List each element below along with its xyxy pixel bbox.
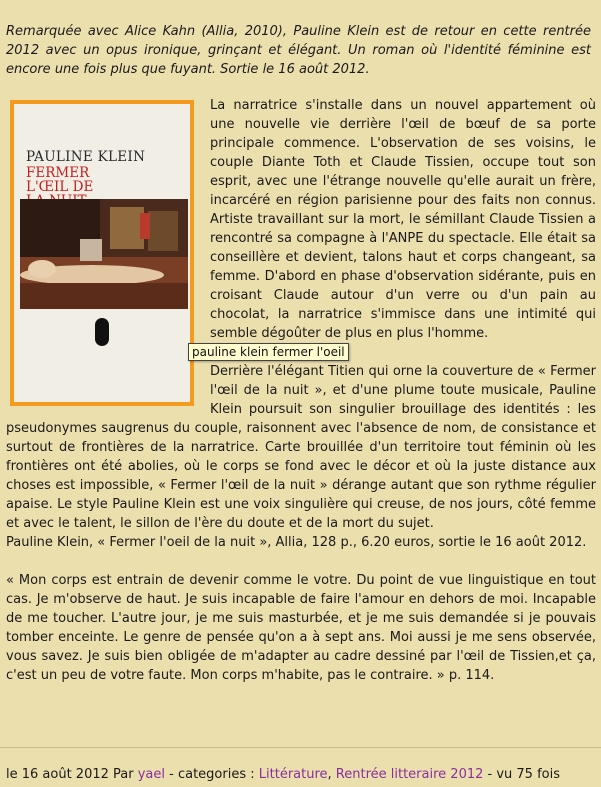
cover-title: FERMER L'ŒIL DE (26, 165, 94, 195)
author-link[interactable]: yael (137, 767, 166, 782)
category-link-litterature[interactable]: Littérature (258, 767, 328, 782)
image-tooltip: pauline klein fermer l'oeil (188, 343, 349, 361)
category-link-rentree[interactable]: Rentrée litteraire 2012 (335, 767, 484, 782)
footer-separator: , (327, 767, 336, 782)
cover-author: PAULINE KLEIN (26, 149, 146, 165)
footer-divider (0, 747, 601, 748)
cover-painting (20, 199, 188, 309)
paragraph-1: La narratrice s'installe dans un nouvel appartement où une nouvelle vie derrière l'œil de bœuf de sa porte principale commence. L'observation de ses voisins, le couple Diante Toth et Claude Tissien, occupe tout son esprit, avec une l'étrange nouvelle qu'elle aurait un frère, incarcéré en région parisienne pour des faits non connus. Artiste travaillant sur la mort, le sémillant Claude Tissien a rencontré sa compagne à l'ANPE du spectacle. Elle était sa conseillère et devient, talons haut et corps changeant, sa femme. D'abord en phase d'observation sidérante, puis en croisant Claude autour d'un verre ou d'un pain au chocolat, la narratrice s'immisce dans une intimité qui semble dégoûter de plus en plus l'homme. (210, 98, 596, 341)
footer-date: le 16 août 2012 Par (6, 767, 138, 782)
intro-text: Remarquée avec Alice Kahn (Allia, 2010), Pauline Klein est de retour en cette rentrée 2012 avec un opus ironique, grinçant et élégant. Un roman où l'identité féminine est encore une fois plus que fuyant. Sortie le 16 août 2012. (6, 24, 591, 77)
post-footer (6, 765, 560, 784)
publisher-logo (95, 318, 109, 346)
book-quote: « Mon corps est entrain de devenir comme le votre. Du point de vue linguistique en tout cas. Je m'observe de haut. Je suis incapable de faire l'amour en dehors de moi. Incapable de me toucher. L'autre jour, je me suis masturbée, et je me suis demandée si je pouvais tomber enceinte. Le genre de pensée qu'on a à sept ans. Moi aussi je me sens observée, vous savez. Je suis bien obligée de m'adapter au cadre dessiné par l'œil de Tissien,et ça, c'est un peu de votre faute. Mon corps m'habite, pas le contraire. » p. 114. (6, 573, 596, 683)
footer-categories-label: - categories : (165, 767, 259, 782)
book-credits: Pauline Klein, « Fermer l'oeil de la nuit », Allia, 128 p., 6.20 euros, sortie le 16 août 2012. (6, 535, 587, 550)
book-cover-image[interactable] (10, 100, 194, 406)
footer-views: - vu 75 fois (483, 767, 561, 782)
paragraph-2: Derrière l'élégant Titien qui orne la couverture de « Fermer l'œil de la nuit », et d'une plume toute musicale, Pauline Klein poursuit son singulier brouillage des identités : les pseudonymes saugrenus du couple, raisonnent avec l'absence de nom, de consistance et surtout de frontières de la narratrice. Carte brouillée d'un territoire tout féminin où les frontières ont été abolies, où le corps se fond avec le décor et où la juste distance aux choses est impossible, « Fermer l'œil de la nuit » dérange autant que son rythme régulier apaise. Le style Pauline Klein est une voix singulière qui creuse, de nos jours, côté femme et avec le talent, le sillon de l'ère du doute et de la mort du sujet. (6, 364, 596, 531)
